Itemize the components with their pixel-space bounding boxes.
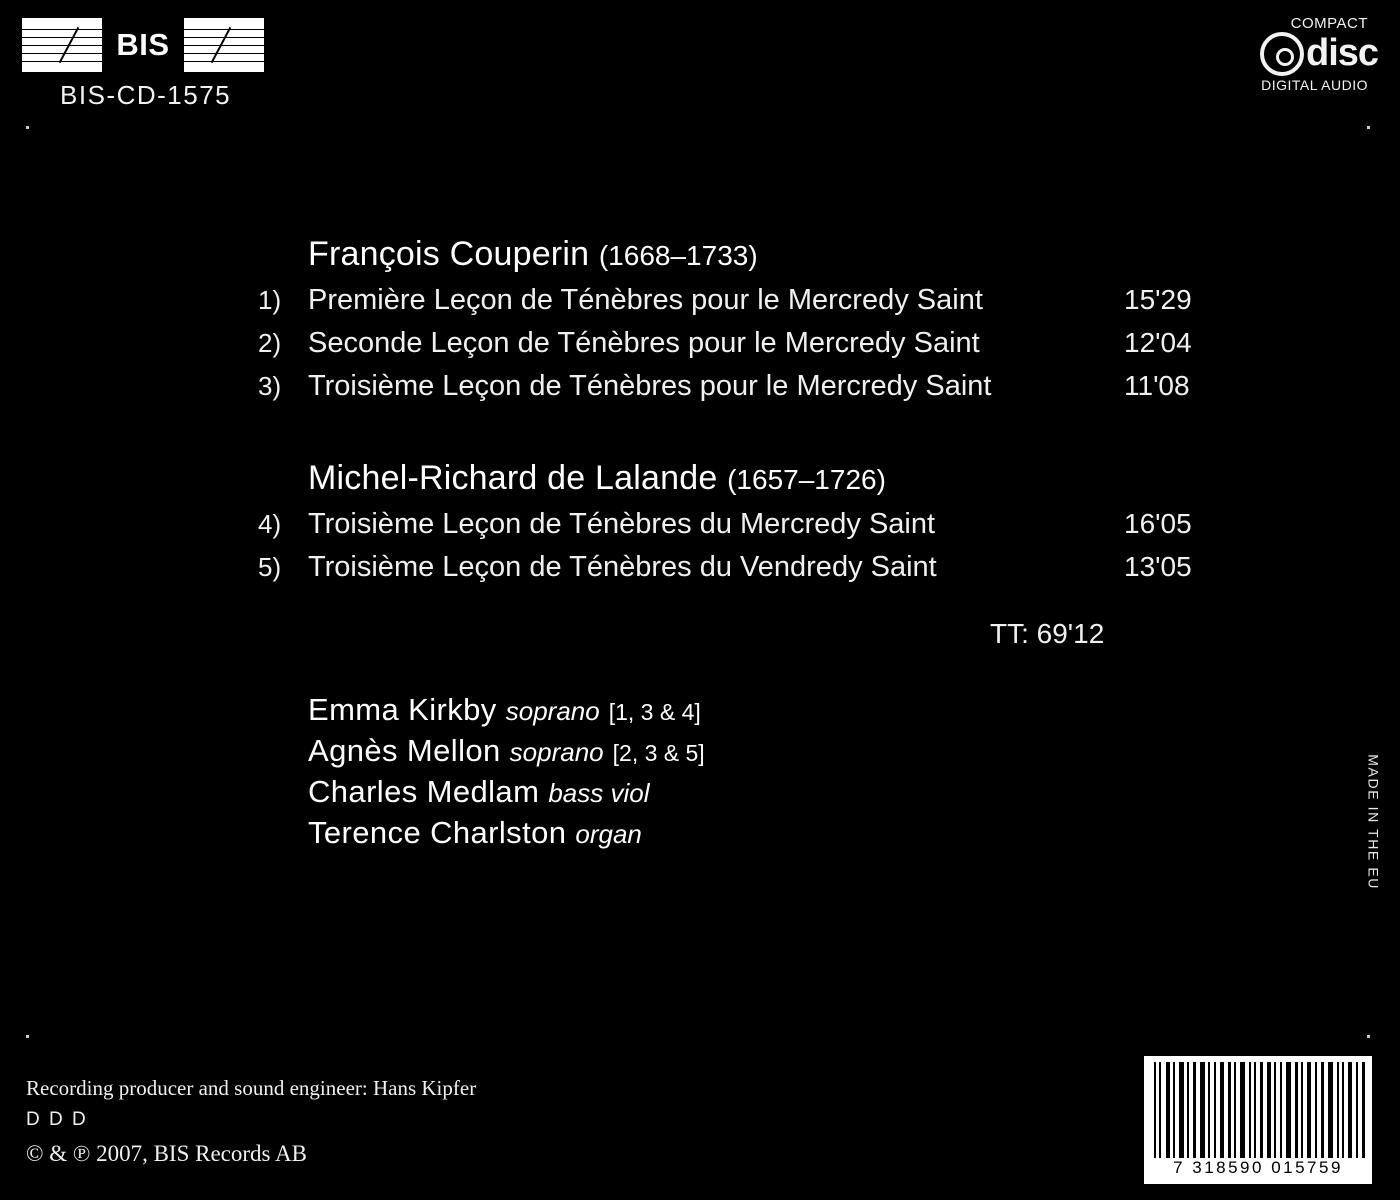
production-credits: Recording producer and sound engineer: Hans Kipfer	[26, 1076, 477, 1101]
registration-mark	[1367, 126, 1370, 129]
composer-dates: (1668–1733)	[598, 240, 758, 271]
composer-dates: (1657–1726)	[727, 464, 886, 495]
copyright-line: © & ℗ 2007, BIS Records AB	[26, 1141, 307, 1167]
performer-tracks: [2, 3 & 5]	[612, 740, 705, 766]
track-row	[248, 508, 1208, 541]
bis-logo-text: BIS	[102, 18, 184, 72]
track-duration: 15'29	[1124, 284, 1192, 315]
composer-heading	[308, 459, 1208, 498]
performer-role: soprano	[505, 696, 600, 726]
barcode-bars	[1150, 1062, 1366, 1158]
track-row	[248, 327, 1208, 360]
composer-group	[248, 459, 1208, 584]
performer-role: organ	[575, 819, 642, 849]
compact-disc-logo	[1260, 15, 1379, 93]
track-number: 4)	[258, 509, 282, 539]
footer-credits	[26, 1072, 476, 1172]
performer-role: bass viol	[548, 778, 650, 808]
group-spacer	[248, 413, 1208, 459]
performer-item	[308, 815, 1208, 851]
track-title: Troisième Leçon de Ténèbres du Vendredy Saint	[308, 551, 937, 583]
registration-mark	[26, 126, 29, 129]
track-title: Seconde Leçon de Ténèbres pour le Mercredy Saint	[308, 327, 980, 359]
performer-name: Agnès Mellon	[308, 733, 501, 768]
composer-group	[248, 235, 1208, 403]
track-duration: 16'05	[1124, 508, 1192, 539]
composer-name: François Couperin	[308, 235, 590, 273]
track-row	[248, 370, 1208, 403]
track-listing	[248, 235, 1208, 856]
track-title: Première Leçon de Ténèbres pour le Mercredy Saint	[308, 284, 983, 316]
track-number: 2)	[258, 328, 282, 358]
bis-label-logo	[22, 18, 264, 72]
composer-name: Michel-Richard de Lalande	[308, 459, 718, 497]
performer-name: Terence Charlston	[308, 815, 567, 850]
cd-logo-word: disc	[1306, 32, 1379, 74]
performer-name: Charles Medlam	[308, 774, 540, 809]
disc-icon	[1260, 32, 1304, 76]
track-number: 3)	[258, 371, 282, 401]
track-duration: 13'05	[1124, 551, 1192, 582]
track-number: 5)	[258, 552, 282, 582]
made-in-text: MADE IN THE EU	[1366, 754, 1382, 890]
composer-heading	[308, 235, 1208, 274]
barcode-digits: 7 318590 015759	[1173, 1158, 1343, 1177]
track-number: 1)	[258, 285, 282, 315]
track-title: Troisième Leçon de Ténèbres pour le Mercredy Saint	[308, 370, 992, 402]
ddd-code: D D D	[26, 1108, 88, 1130]
performer-tracks: [1, 3 & 4]	[608, 699, 701, 725]
track-duration: 11'08	[1124, 370, 1190, 401]
cd-logo-bottom-text: DIGITAL AUDIO	[1261, 77, 1368, 93]
registration-mark	[1367, 1035, 1370, 1038]
barcode	[1144, 1056, 1372, 1184]
track-row	[248, 551, 1208, 584]
catalogue-number: BIS-CD-1575	[60, 80, 232, 110]
performer-name: Emma Kirkby	[308, 692, 497, 727]
track-duration: 12'04	[1124, 327, 1192, 358]
track-row	[248, 284, 1208, 317]
performer-item	[308, 692, 1208, 728]
total-time: TT: 69'12	[990, 618, 1105, 649]
registration-mark	[26, 1035, 29, 1038]
performer-list	[308, 692, 1208, 851]
performer-item	[308, 774, 1208, 810]
performer-role: soprano	[509, 737, 604, 767]
performer-item	[308, 733, 1208, 769]
track-title: Troisième Leçon de Ténèbres du Mercredy Saint	[308, 508, 936, 540]
cd-logo-middle	[1260, 32, 1379, 76]
cd-logo-top-text: COMPACT	[1290, 15, 1368, 32]
